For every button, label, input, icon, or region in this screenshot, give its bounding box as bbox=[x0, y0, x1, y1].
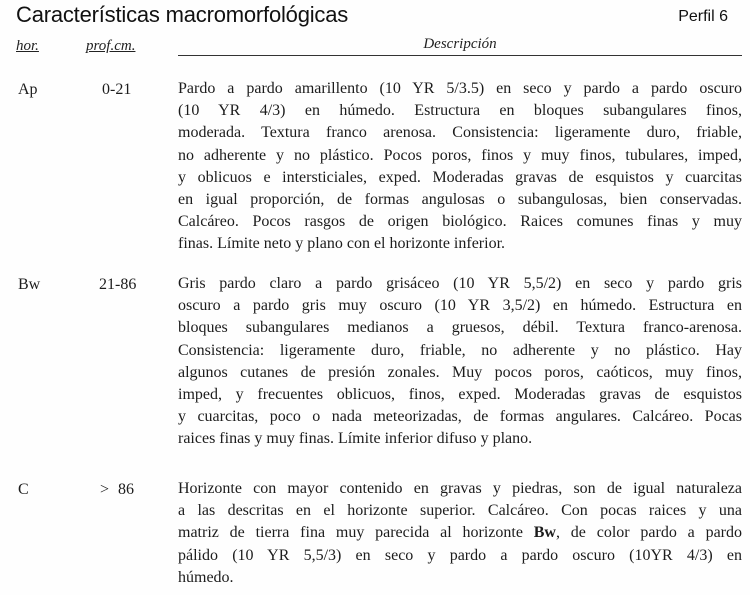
description-text: matriz de tierra fina muy parecida al horizonte bbox=[178, 524, 523, 542]
profile-label: Perfil 6 bbox=[678, 8, 728, 25]
horizon-depth: 21-86 bbox=[99, 276, 137, 293]
description-line bbox=[178, 522, 742, 544]
description-line: moderada. Textura franco arenosa. Consistencia: ligeramente duro, friable, bbox=[178, 124, 742, 142]
description-line: y cuarcitas, poco o nada meteorizadas, de formas angulares. Calcáreo. Pocas bbox=[178, 408, 742, 426]
horizon-depth: 0-21 bbox=[102, 81, 132, 98]
horizon-name: C bbox=[18, 481, 29, 498]
description-line: oscuro a pardo gris muy oscuro (10 YR 3,5/2) en húmedo. Estructura en bbox=[178, 297, 742, 315]
horizon-description bbox=[178, 78, 742, 256]
column-header-prof: prof.cm. bbox=[86, 38, 136, 54]
horizon-name: Ap bbox=[18, 81, 38, 98]
description-line: Consistencia: ligeramente duro, friable, no adherente y no plástico. Hay bbox=[178, 341, 742, 359]
description-line: húmedo. bbox=[178, 568, 234, 586]
column-header-desc: Descripción bbox=[423, 36, 497, 52]
description-line: en igual proporción, de formas angulosas o subangulosas, bien conservadas. bbox=[178, 190, 742, 208]
description-line: imped, y frecuentes oblicuos, finos, exped. Moderadas gravas de esquistos bbox=[178, 385, 742, 403]
description-line: bloques subangulares medianos a gruesos, débil. Textura franco-arenosa. bbox=[178, 319, 742, 337]
horizon-name: Bw bbox=[18, 276, 41, 293]
description-text: , de color pardo a pardo bbox=[555, 524, 742, 542]
page-title: Características macromorfológicas bbox=[16, 2, 349, 27]
description-line: finas. Límite neto y plano con el horizonte inferior. bbox=[178, 235, 506, 253]
description-line: no adherente y no plástico. Pocos poros, finos y muy finos, tubulares, imped, bbox=[178, 146, 742, 164]
description-line: Gris pardo claro a pardo grisáceo (10 YR 5,5/2) en seco y pardo gris bbox=[178, 275, 742, 292]
description-line: raices finas y muy finas. Límite inferior difuso y plano. bbox=[178, 430, 533, 448]
description-line: a las descritas en el horizonte superior. Calcáreo. Con pocas raices y una bbox=[178, 502, 742, 520]
horizon-reference-bw: Bw bbox=[533, 524, 556, 542]
description-line: Calcáreo. Pocos rasgos de origen biológico. Raices comunes finas y muy bbox=[178, 213, 742, 231]
horizon-depth: > 86 bbox=[100, 481, 135, 498]
description-line: pálido (10 YR 5,5/3) en seco y pardo a pardo oscuro (10YR 4/3) en bbox=[178, 546, 742, 564]
column-header-desc-rule bbox=[178, 55, 742, 56]
column-header-hor: hor. bbox=[16, 38, 39, 54]
horizon-description bbox=[178, 273, 742, 451]
description-line: y oblicuos e intersticiales, exped. Moderadas gravas de esquistos y cuarcitas bbox=[178, 168, 742, 186]
description-line: Pardo a pardo amarillento (10 YR 5/3.5) en seco y pardo a pardo oscuro bbox=[178, 80, 742, 97]
description-line: (10 YR 4/3) en húmedo. Estructura en bloques subangulares finos, bbox=[178, 102, 742, 120]
description-line: Horizonte con mayor contenido en gravas y piedras, son de igual naturaleza bbox=[178, 480, 742, 497]
description-line: algunos cutanes de presión zonales. Muy pocos poros, caóticos, muy finos, bbox=[178, 363, 742, 381]
horizon-description bbox=[178, 478, 742, 589]
